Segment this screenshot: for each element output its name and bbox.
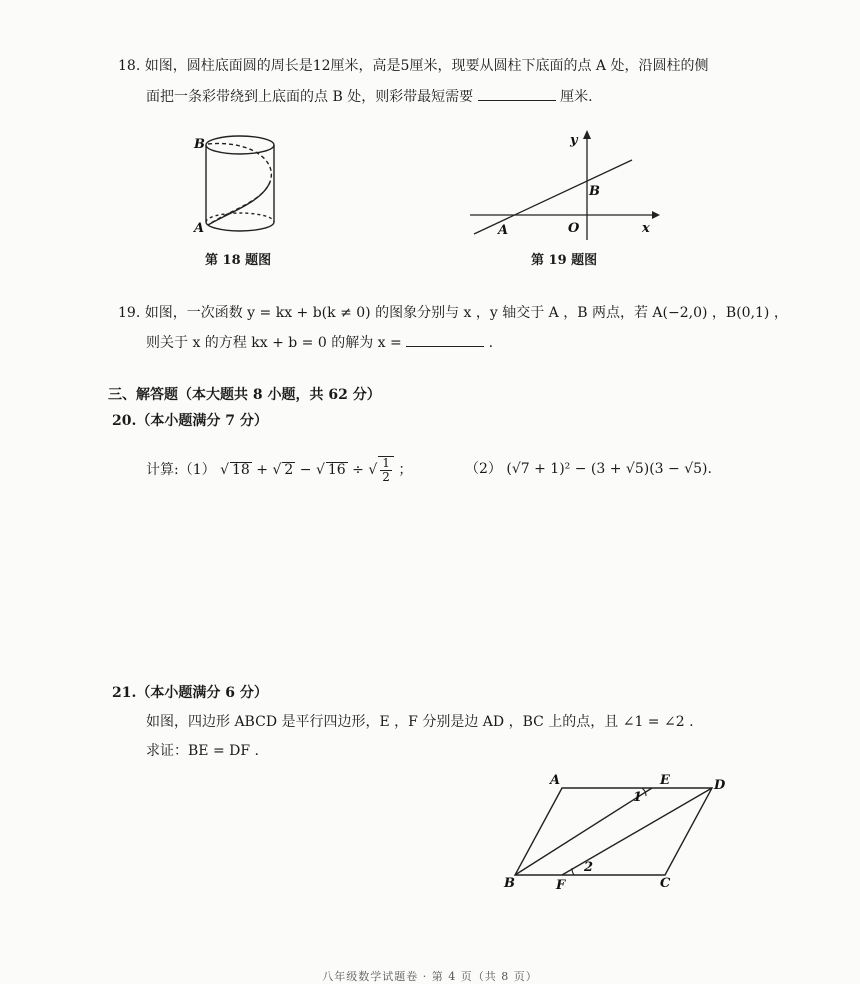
q21-label-E: E	[660, 773, 670, 788]
q19-text-line2-pre: 则关于 x 的方程 kx + b = 0 的解为 x =	[146, 335, 402, 351]
q20-header: 20.（本小题满分 7 分）	[112, 413, 268, 429]
q21-angle-1-label: 1	[633, 790, 643, 805]
q21-line2: 求证：BE = DF .	[146, 743, 259, 759]
q20-part1: 计算:（1） √ 18 + √ 2 − √ 16 ÷ √ $\frac{1}{2}$ ；	[146, 456, 413, 485]
q18-cylinder-figure	[190, 130, 300, 245]
q19-text-line1: 如图，一次函数 y = kx + b(k ≠ 0) 的图象分别与 x ，y 轴交于 A ，B 两点，若 A(−2,0) ，B(0,1) ，	[144, 305, 788, 321]
q20-sqrt-18: 18	[232, 462, 250, 479]
q19-point-B-label: B	[589, 184, 600, 199]
q18-answer-blank[interactable]	[478, 100, 556, 101]
q21-angle-2-label: 2	[584, 860, 594, 875]
q21-label-B: B	[504, 876, 515, 891]
q20-sqrt-2: 2	[284, 462, 294, 479]
q21-header: 21.（本小题满分 6 分）	[112, 685, 268, 701]
q20-part1-end: ；	[398, 462, 413, 479]
q20-part2-label: （2）	[465, 461, 502, 477]
q18-label-A: A	[194, 221, 205, 236]
q18-line1	[118, 55, 708, 75]
q21-line1: 如图，四边形 ABCD 是平行四边形，E ，F 分别是边 AD ，BC 上的点，且 ∠1 = ∠2 .	[146, 714, 694, 730]
q19-point-A-label: A	[498, 223, 509, 238]
q21-label-C: C	[660, 876, 671, 891]
q20-frac-den: 2	[382, 470, 390, 485]
page-footer: 八年级数学试题卷 · 第 4 页（共 8 页）	[322, 970, 538, 983]
q19-graph-figure	[470, 130, 660, 245]
q19-text-line2-post: .	[488, 335, 494, 351]
q20-sqrt-16: 16	[327, 462, 346, 479]
q19-line1	[118, 302, 788, 322]
q18-text-line2-post: 厘米.	[560, 89, 593, 105]
q19-origin-label: O	[568, 221, 580, 236]
q19-line2	[146, 332, 493, 352]
q19-answer-blank[interactable]	[406, 346, 484, 347]
q19-axis-y-label: y	[570, 133, 578, 148]
q18-line2	[146, 86, 593, 106]
q18-text-line1: 如图，圆柱底面圆的周长是12厘米，高是5厘米，现要从圆柱下底面的点 A 处，沿圆柱的侧	[144, 58, 709, 74]
q20-part2-expression: (√7 + 1)² − (3 + √5)(3 − √5).	[506, 461, 712, 477]
q21-label-F: F	[556, 878, 566, 893]
q20-part2	[465, 458, 712, 478]
q21-label-D: D	[714, 778, 726, 793]
q18-label-B: B	[194, 137, 205, 152]
q18-text-line2-pre: 面把一条彩带绕到上底面的点 B 处，则彩带最短需要	[146, 89, 474, 105]
q18-number: 18.	[118, 58, 141, 74]
q19-figure-caption: 第 19 题图	[531, 253, 598, 268]
q21-label-A: A	[550, 773, 561, 788]
q20-frac-num: 1	[382, 456, 390, 470]
q20-calc-label: 计算:（1）	[146, 462, 216, 479]
section3-title: 三、解答题（本大题共 8 小题，共 62 分）	[108, 387, 381, 403]
q20-sqrt-fraction	[378, 456, 394, 484]
q18-figure-caption: 第 18 题图	[205, 253, 272, 268]
q19-axis-x-label: x	[642, 221, 650, 236]
q21-parallelogram-figure	[500, 770, 740, 895]
q19-number: 19.	[118, 305, 141, 321]
